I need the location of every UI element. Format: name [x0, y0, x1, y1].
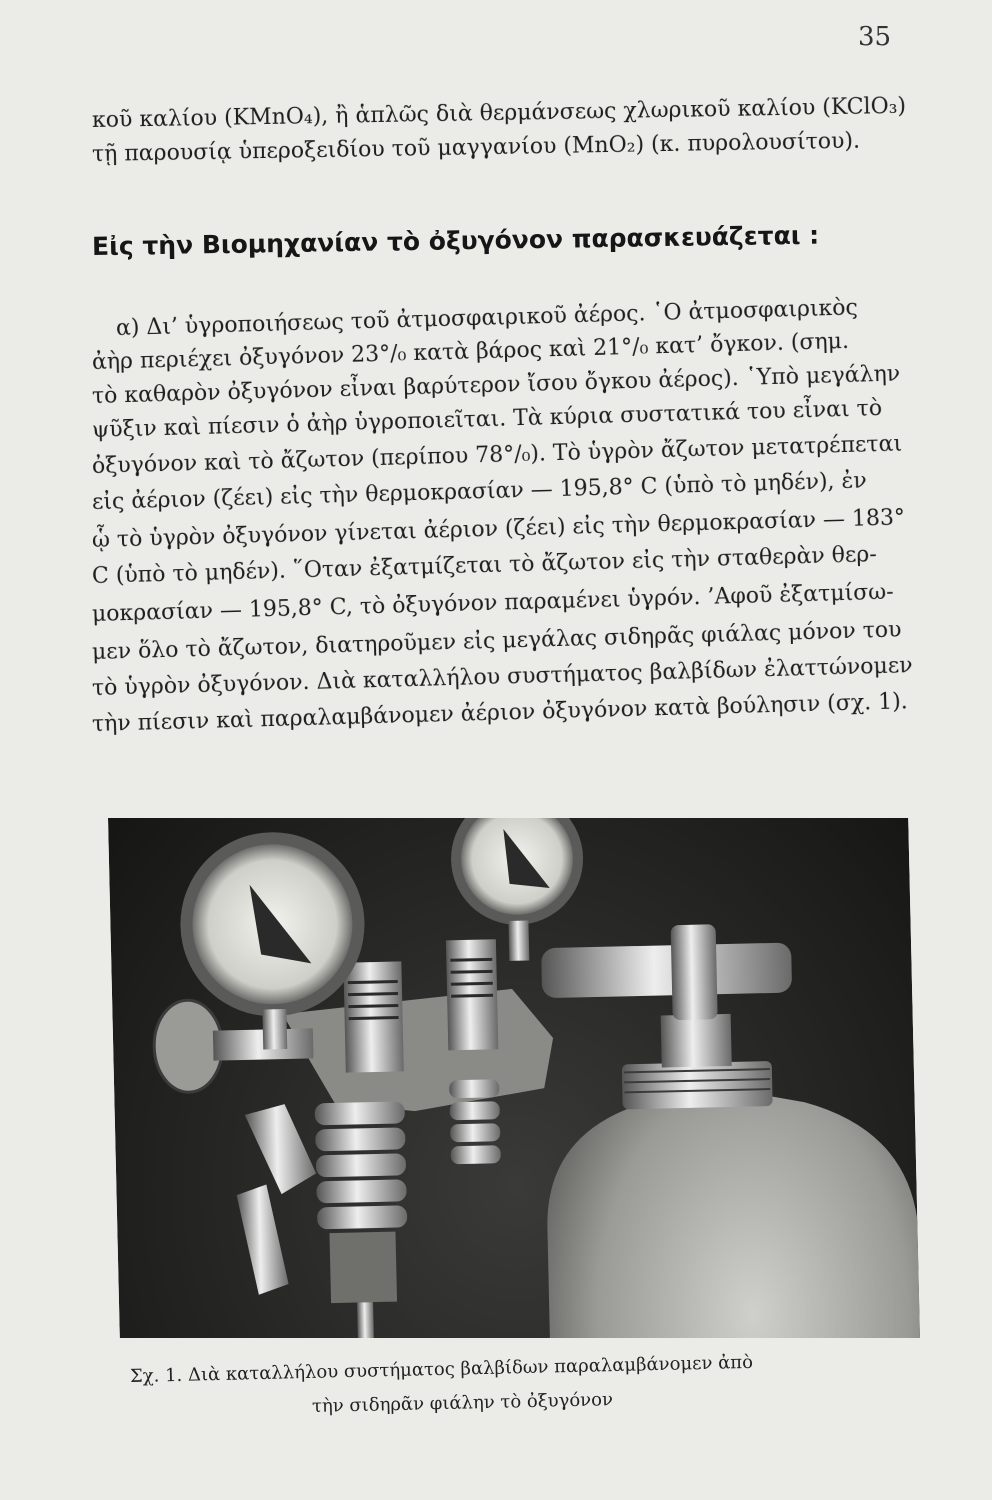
paragraph-line: ψῦξιν καὶ πίεσιν ὁ ἀὴρ ὑγροποιεῖται. Τὰ κύρια συστατικά του εἶναι τὸ	[91, 395, 883, 443]
paragraph-line: μεν ὅλο τὸ ἄζωτον, διατηροῦμεν εἰς μεγάλας σιδηρᾶς φιάλας μόνον του	[91, 617, 902, 665]
paragraph-line: τὸ ὑγρὸν ὀξυγόνον. Διὰ καταλλήλου συστήματος βαλβίδων ἐλαττώνομεν	[91, 653, 913, 701]
paragraph-line: ᾧ τὸ ὑγρὸν ὀξυγόνον γίνεται ἀέριον (ζέει) εἰς τὴν θερμοκρασίαν — 183°	[91, 505, 906, 553]
section-heading: Εἰς τὴν Βιομηχανίαν τὸ ὀξυγόνον παρασκευάζεται :	[91, 220, 820, 261]
paragraph-line: μοκρασίαν — 195,8° C, τὸ ὀξυγόνον παραμένει ὑγρόν. ’Αφοῦ ἐξατμίσω-	[91, 579, 894, 627]
figure-caption-line2: τὴν σιδηρᾶν φιάλην τὸ ὀξυγόνον	[311, 1389, 614, 1417]
intro-line: τῇ παρουσίᾳ ὑπεροξειδίου τοῦ μαγγανίου (MnO₂) (κ. πυρολουσίτου).	[91, 128, 861, 167]
paragraph-line: τὴν πίεσιν καὶ παραλαμβάνομεν ἀέριον ὀξυγόνον κατὰ βούλησιν (σχ. 1).	[91, 689, 909, 737]
figure-caption-line1: Σχ. 1. Διὰ καταλλήλου συστήματος βαλβίδων παραλαμβάνομεν ἀπὸ	[129, 1351, 754, 1387]
paragraph-line: εἰς ἀέριον (ζέει) εἰς τὴν θερμοκρασίαν — 195,8° C (ὑπὸ τὸ μηδέν), ἐν	[91, 468, 867, 515]
figure-photo	[108, 818, 926, 1338]
paragraph-line: C (ὑπὸ τὸ μηδέν). ῞Οταν ἐξατμίζεται τὸ ἄζωτον εἰς τὴν σταθερὰν θερ-	[91, 542, 878, 589]
paragraph-line: α) Δι’ ὑγροποιήσεως τοῦ ἀτμοσφαιρικοῦ ἀέρος. ῾Ο ἀτμοσφαιρικὸς	[115, 295, 859, 341]
paragraph-line: ἀὴρ περιέχει ὀξυγόνον 23°/₀ κατὰ βάρος καὶ 21°/₀ κατ’ ὄγκον. (σημ.	[91, 328, 850, 375]
intro-line: κοῦ καλίου (KMnO₄), ἢ ἁπλῶς διὰ θερμάνσεως χλωρικοῦ καλίου (KClO₃)	[91, 93, 907, 133]
regulator-photo-image	[108, 818, 926, 1338]
paragraph-line: ὀξυγόνον καὶ τὸ ἄζωτον (περίπου 78°/₀). Τὸ ὑγρὸν ἄζωτον μετατρέπεται	[91, 431, 903, 479]
page-number: 35	[858, 22, 892, 52]
paragraph-line: τὸ καθαρὸν ὀξυγόνον εἶναι βαρύτερον ἴσου ὄγκου ἀέρος). ῾Υπὸ μεγάλην	[91, 361, 901, 409]
